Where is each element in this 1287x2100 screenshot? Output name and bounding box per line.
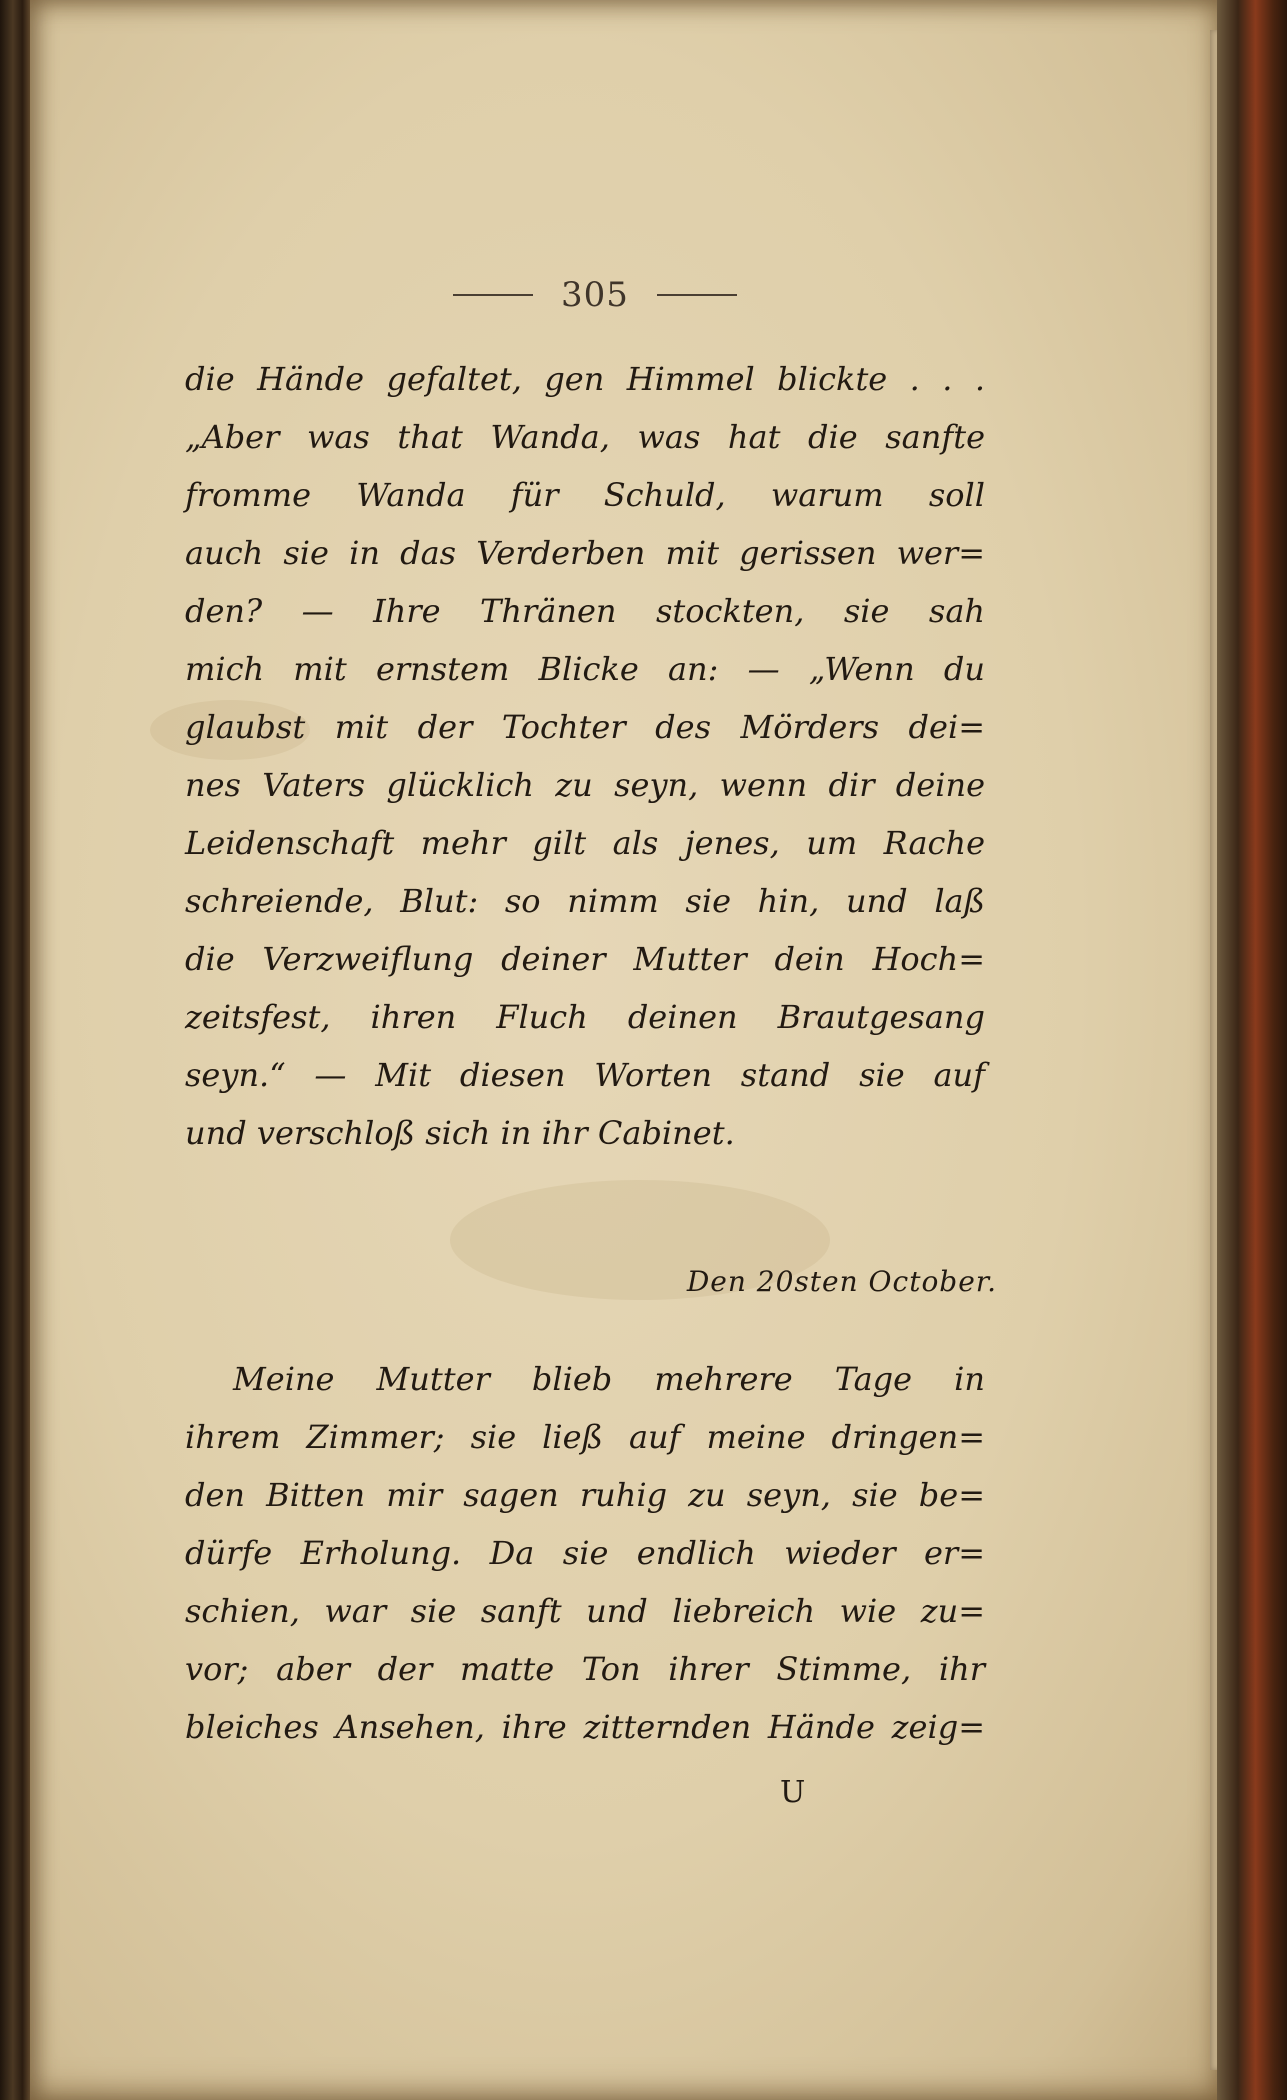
text-line: dürfe Erholung. Da sie endlich wieder er= (185, 1534, 985, 1572)
text-line: zeitsfest, ihren Fluch deinen Brautgesang (185, 998, 985, 1036)
text-line: den Bitten mir sagen ruhig zu seyn, sie be= (185, 1476, 985, 1514)
text-line: „Aber was that Wanda, was hat die sanfte (185, 418, 985, 456)
text-line: vor; aber der matte Ton ihrer Stimme, ihr (185, 1650, 985, 1688)
signature-mark: U (780, 1775, 806, 1810)
text-line: schien, war sie sanft und liebreich wie zu= (185, 1592, 985, 1630)
paragraph-2 (185, 1350, 985, 1756)
book-spine-edge (0, 0, 32, 2100)
text-line: fromme Wanda für Schuld, warum soll (185, 476, 985, 514)
page-number: 305 (561, 275, 629, 315)
header-rule-left (453, 294, 533, 296)
text-line: glaubst mit der Tochter des Mörders dei= (185, 708, 985, 746)
text-line: auch sie in das Verderben mit gerissen wer= (185, 534, 985, 572)
text-line: und verschloß sich in ihr Cabinet. (185, 1114, 735, 1152)
dateline: Den 20sten October. (686, 1265, 997, 1298)
text-line: Leidenschaft mehr gilt als jenes, um Rache (185, 824, 985, 862)
text-line: schreiende, Blut: so nimm sie hin, und laß (185, 882, 985, 920)
text-line: den? — Ihre Thränen stockten, sie sah (185, 592, 985, 630)
text-line: mich mit ernstem Blicke an: — „Wenn du (185, 650, 985, 688)
text-line: Meine Mutter blieb mehrere Tage in (233, 1360, 985, 1398)
text-line: seyn.“ — Mit diesen Worten stand sie auf (185, 1056, 985, 1094)
paragraph-1 (185, 350, 985, 1162)
text-line: die Hände gefaltet, gen Himmel blickte . . . (185, 360, 985, 398)
text-line: ihrem Zimmer; sie ließ auf meine dringen= (185, 1418, 985, 1456)
page-header (430, 270, 760, 320)
text-line: nes Vaters glücklich zu seyn, wenn dir deine (185, 766, 985, 804)
text-line: bleiches Ansehen, ihre zitternden Hände zeig= (185, 1708, 985, 1746)
text-line: die Verzweiflung deiner Mutter dein Hoch= (185, 940, 985, 978)
book-cover-edge (1217, 0, 1287, 2100)
header-rule-right (657, 294, 737, 296)
